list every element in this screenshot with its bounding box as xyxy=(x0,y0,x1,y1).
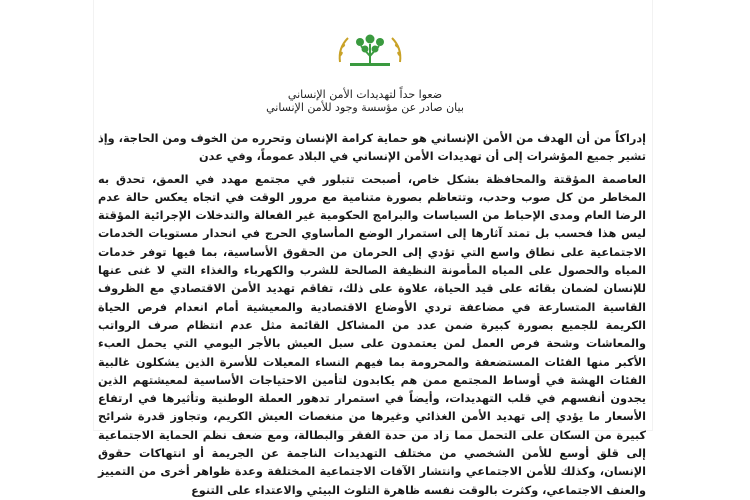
statement-title: ضعوا حداً لتهديدات الأمن الإنساني xyxy=(287,88,443,101)
statement-subtitle: بيان صادر عن مؤسسة وجود للأمن الإنساني xyxy=(266,101,464,114)
foundation-logo xyxy=(334,30,406,68)
main-paragraph: العاصمة المؤقتة والمحافظة بشكل خاص، أصبحت تتبلور في مجتمع مهدد في العمق، تحدق به المخاطر من كل صوب وحدب، وتتعاظم بصورة متنامية مع مرور الوقت في اتجاه يعكس حالة عدم الرضا العام ومدى الإحباط من السياسات والبرامج الحكومية غير الفعالة والتدخلات الإجرائية المؤقتة ليس هذا فحسب بل تمتد آثارها إلى استمرار الوضع المأساوي الحرج في انحدار مستويات الخدمات الاجتماعية على نطاق واسع التي تؤدي إلى الحرمان من الحقوق الأساسية، بما فيها توفر خدمات المياه والحصول على المياه المأمونة النظيفة الصالحة للشرب والكهرباء والغذاء التي لا غنى عنها للإنسان لضمان بقائه على قيد الحياة، علاوة على ذلك، تفاقم تهديد الأمن الاقتصادي مع الظروف القاسية المتسارعة في مضاعفة تردي الأوضاع الاقتصادية والمعيشية أمام انعدام فرص الحياة الكريمة للجميع بصورة كبيرة ضمن عدد من المشاكل القائمة مثل عدم انتظام صرف الرواتب والمعاشات وشحة فرص العمل لمن يعتمدون على سبل العيش بالأجر اليومي التي يحمل العبء الأكبر منها الفئات المستضعفة والمحرومة بما فيهم النساء المعيلات للأسرة الذين يشكلون غالبية الفئات الهشة في أوساط المجتمع ممن هم يكابدون لتأمين الاحتياجات الأساسية لمعيشتهم الذين يجدون أنفسهم في قلب التهديدات، وأيضاً في استمرار تدهور العملة الوطنية وتأثيرها في ارتفاع الأسعار ما يؤدي إلى تهديد الأمن الغذائي وغيرها من منغصات العيش الكريم، وتجاوز قدرة شرائح كبيرة من السكان على التحمل مما زاد من حدة الفقر والبطالة، ومع ضعف نظم الحماية الاجتماعية إلى قلق أوسع للأمن الشخصي من مختلف التهديدات الناجمة عن الجريمة أو انتهاكات حقوق الإنسان، وكذلك للأمن الاجتماعي وانتشار الآفات الاجتماعية المختلفة وعدة ظواهر أخرى من التمييز والعنف الاجتماعي، وكثرت بالوقت نفسه ظاهرة التلوث البيئي والاعتداء على التنوع xyxy=(98,172,646,497)
intro-paragraph: إدراكاً من أن الهدف من الأمن الإنساني هو حماية كرامة الإنسان وتحرره من الخوف ومن الحاجة، وإذ تشير جميع المؤشرات إلى أن تهديدات الأمن الإنساني في البلاد عموماً، وفي عدن xyxy=(98,132,646,164)
statement-body xyxy=(98,130,646,500)
